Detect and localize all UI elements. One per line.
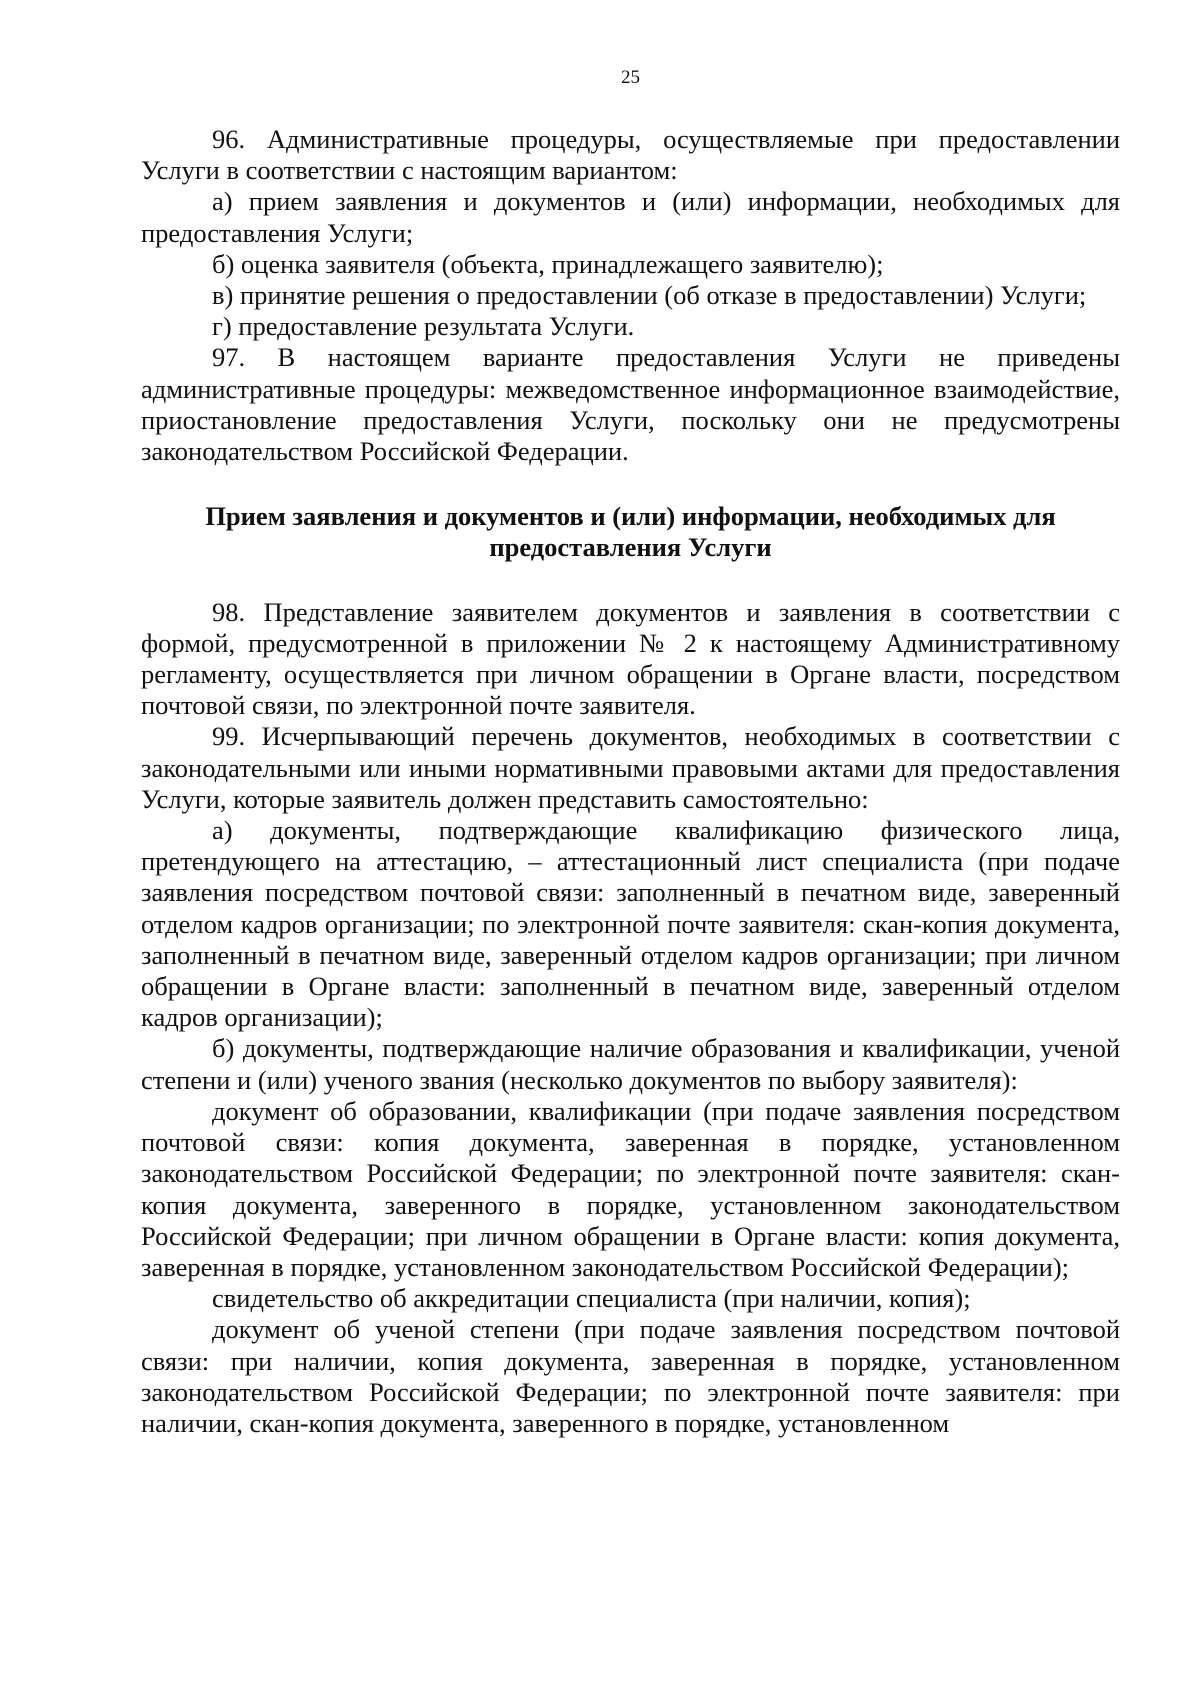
item-96b: б) оценка заявителя (объекта, принадлежащего заявителю); <box>212 248 884 279</box>
item-99a: а) документы, подтверждающие квалификацию физического лица, претендующего на аттестацию, – аттестационный лист специалиста (при подаче заявления посредством почтовой связи: заполненный в печатном виде, заверенный отделом кадров организации; по электронной почте заявителя: скан-копия документа, заполненный в печатном виде, заверенный отделом кадров организации; при личном обращении в Органе власти: заполненный в печатном виде, заверенный отделом кадров организации); <box>141 815 1120 1033</box>
item-96v: в) принятие решения о предоставлении (об отказе в предоставлении) Услуги; <box>212 280 1087 311</box>
academic-degree-item: документ об ученой степени (при подаче заявления посредством почтовой связи: при наличии, копия документа, заверенная в порядке, установленном законодательством Российской Федерации; по электронной почте заявителя: при наличии, скан-копия документа, заверенного в порядке, установленном <box>141 1314 1120 1438</box>
paragraph-98: 98. Представление заявителем документов и заявления в соответствии с формой, предусмотренной в приложении № 2 к настоящему Административному регламенту, осуществляется при личном обращении в Органе власти, посредством почтовой связи, по электронной почте заявителя. <box>141 596 1120 721</box>
paragraph-96: 96. Административные процедуры, осуществляемые при предоставлении Услуги в соответствии с настоящим вариантом: <box>141 124 1120 186</box>
education-document-item: документ об образовании, квалификации (при подаче заявления посредством почтовой связи: копия документа, заверенная в порядке, установленном законодательством Российской Федерации; по электронной почте заявителя: скан-копия документа, заверенного в порядке, установленном законодательством Российской Федерации; при личном обращении в Органе власти: копия документа, заверенная в порядке, установленном законодательством Российской Федерации); <box>141 1095 1120 1282</box>
item-96a: а) прием заявления и документов и (или) информации, необходимых для предоставления Услуги; <box>141 186 1120 248</box>
paragraph-99: 99. Исчерпывающий перечень документов, необходимых в соответствии с законодательными или иными нормативными правовыми актами для предоставления Услуги, которые заявитель должен представить самостоятельно: <box>141 721 1120 814</box>
item-99b: б) документы, подтверждающие наличие образования и квалификации, ученой степени и (или) ученого звания (несколько документов по выбору заявителя): <box>141 1033 1120 1095</box>
page-number: 25 <box>621 67 640 88</box>
accreditation-item: свидетельство об аккредитации специалиста (при наличии, копия); <box>212 1283 971 1314</box>
paragraph-97: 97. В настоящем варианте предоставления Услуги не приведены административные процедуры: межведомственное информационное взаимодействие, приостановление предоставления Услуги, поскольку они не предусмотрены законодательством Российской Федерации. <box>141 342 1120 467</box>
item-96g: г) предоставление результата Услуги. <box>212 311 635 342</box>
section-heading: Прием заявления и документов и (или) информации, необходимых для предоставления Услуги <box>205 501 1056 563</box>
